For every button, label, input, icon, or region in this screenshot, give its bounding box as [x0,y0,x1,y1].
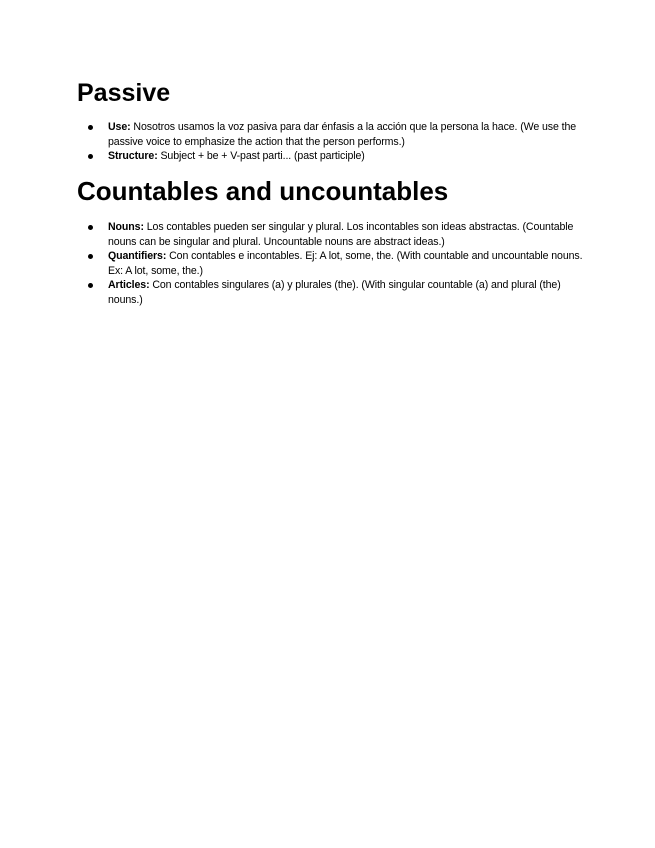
bullet-icon [88,283,93,288]
section-countables [77,176,597,308]
item-text: Subject + be + V-past parti... (past participle) [157,150,365,163]
list-item-quantifiers [77,249,584,278]
term-label: Structure: [108,150,158,163]
bullet-list-countables [77,220,597,308]
item-text: Con contables e incontables. Ej: A lot, some, the. (With countable and uncountable nouns. Ex: A lot, some, the.) [108,250,583,277]
bullet-icon [88,254,93,259]
heading-countables: Countables and uncountables [77,176,449,206]
list-item-use [77,120,584,149]
bullet-icon [88,125,93,130]
term-label: Use: [108,121,131,133]
item-text: Los contables pueden ser singular y plural. Los incontables son ideas abstractas. (Countable nouns can be singular and plural. Uncountable nouns are abstract ideas.) [108,221,574,248]
bullet-icon [88,154,93,159]
term-label: Quantifiers: [108,250,167,263]
bullet-list-passive [77,120,597,164]
term-label: Nouns: [108,221,144,233]
term-label: Articles: [108,279,150,292]
list-item-nouns [77,220,584,249]
heading-passive: Passive [77,79,171,107]
item-text: Con contables singulares (a) y plurales (the). (With singular countable (a) and plural (the) nouns.) [108,279,561,306]
section-passive [77,78,597,164]
bullet-icon [88,225,93,230]
item-text: Nosotros usamos la voz pasiva para dar énfasis a la acción que la persona la hace. (We use the passive voice to emphasize the action that the person performs.) [108,121,577,148]
list-item-structure [77,149,584,164]
list-item-articles [77,278,584,307]
